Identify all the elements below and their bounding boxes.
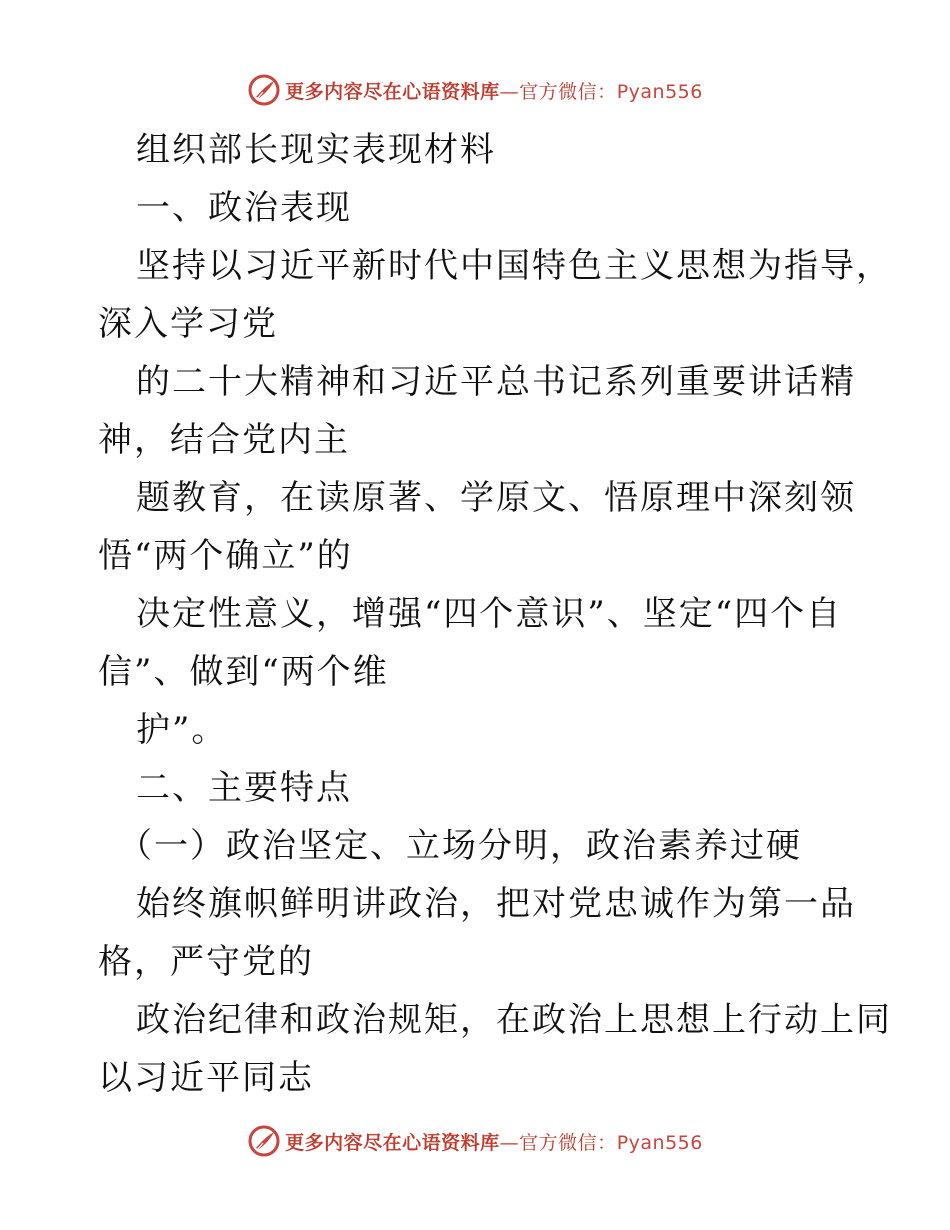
- paragraph-line: 始终旗帜鲜明讲政治，把对党忠诚作为第一品: [136, 884, 856, 924]
- paragraph-line: 神，结合党内主: [98, 420, 350, 460]
- banner-brand-text: 更多内容尽在心语资料库: [285, 1131, 500, 1154]
- banner-handle: Pyan556: [616, 80, 703, 103]
- paragraph-line: 的二十大精神和习近平总书记系列重要讲话精: [136, 362, 856, 402]
- red-feather-logo-icon: [247, 1124, 281, 1158]
- paragraph-line: 悟“两个确立”的: [98, 536, 353, 576]
- banner-official-label: 官方微信：: [519, 80, 617, 103]
- paragraph-line: 政治纪律和政治规矩，在政治上思想上行动上同: [136, 1000, 892, 1040]
- paragraph-line: 以习近平同志: [98, 1058, 314, 1098]
- banner-handle: Pyan556: [616, 1131, 703, 1154]
- section-heading-political: 一、政治表现: [136, 188, 352, 228]
- banner-brand-text: 更多内容尽在心语资料库: [285, 80, 500, 103]
- paragraph-line: 护”。: [136, 710, 228, 750]
- banner-official-label: 官方微信：: [519, 1131, 617, 1154]
- document-body: [98, 121, 892, 1107]
- paragraph-line: 格，严守党的: [98, 942, 314, 982]
- paragraph-line: 信”、做到“两个维: [98, 652, 389, 692]
- section-heading-features: 二、主要特点: [136, 768, 352, 808]
- header-banner: [0, 70, 950, 110]
- paragraph-line: 决定性意义，增强“四个意识”、坚定“四个自: [136, 594, 843, 634]
- subsection-heading: （一）政治坚定、立场分明，政治素养过硬: [118, 826, 802, 866]
- banner-separator: —: [499, 80, 520, 103]
- red-feather-logo-icon: [247, 73, 281, 107]
- footer-banner: [0, 1121, 950, 1161]
- banner-separator: —: [499, 1131, 520, 1154]
- paragraph-line: 坚持以习近平新时代中国特色主义思想为指导，: [136, 246, 892, 286]
- paragraph-line: 深入学习党: [98, 304, 278, 344]
- document-title: 组织部长现实表现材料: [136, 130, 496, 170]
- paragraph-line: 题教育，在读原著、学原文、悟原理中深刻领: [136, 478, 856, 518]
